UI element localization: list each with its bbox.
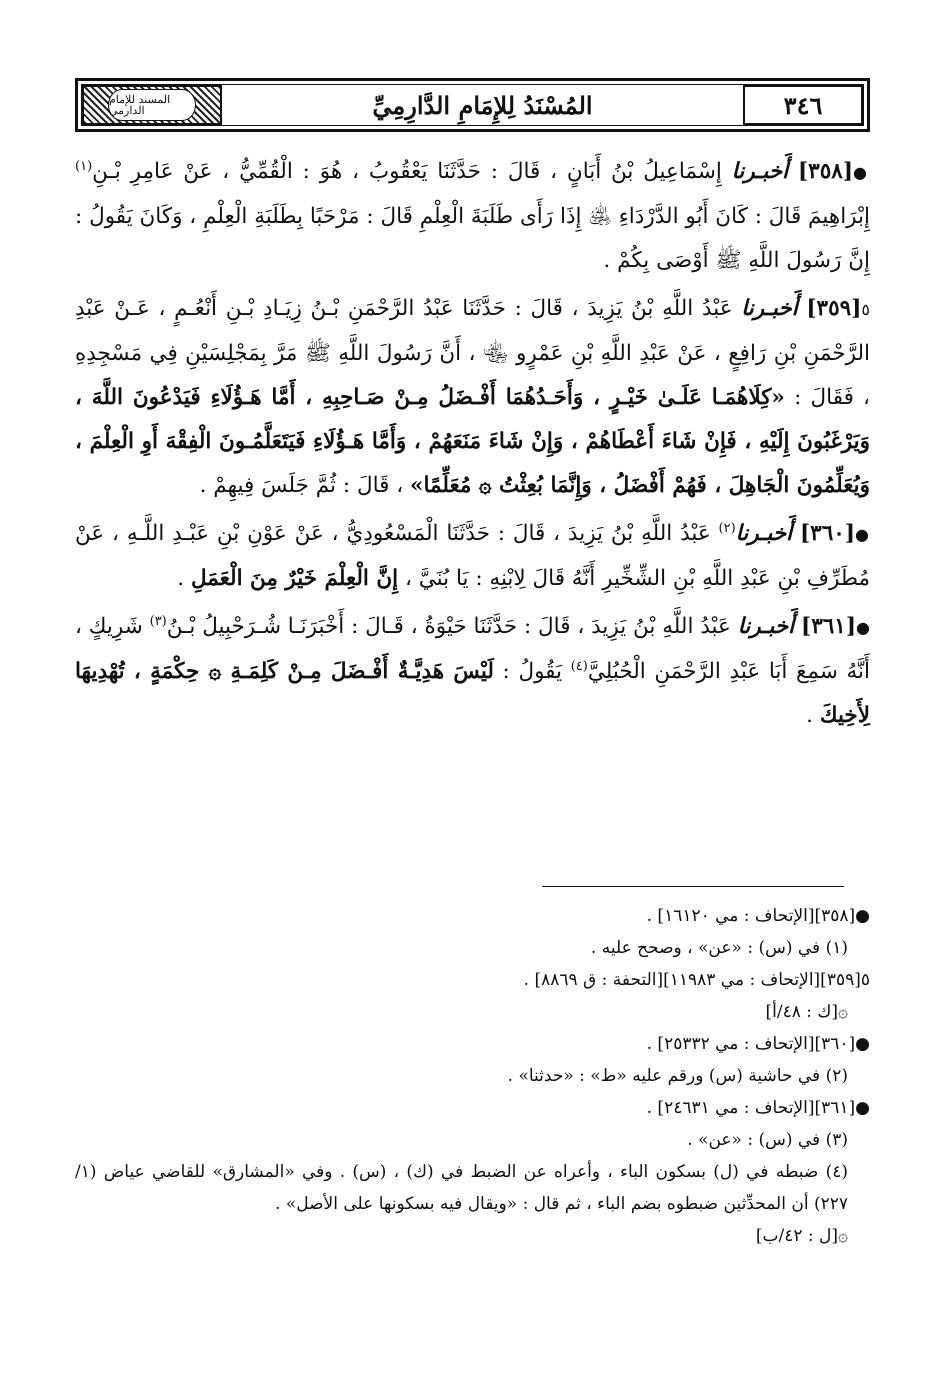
- hadith-text: شَرِيكٍ ، أَنَّهُ سَمِعَ أَبَا عَبْدِ الرَّحْمَنِ الْحُبُلِيَّ: [75, 614, 871, 684]
- footnote-ref: (٤): [570, 658, 588, 674]
- saying-text: إِنَّ الْعِلْمَ خَيْرٌ مِنَ الْعَمَلِ: [190, 566, 399, 591]
- footnote-ref: (٢): [718, 520, 736, 536]
- hadith-text: إِسْمَاعِيلُ بْنُ أَبَانٍ ، قَالَ : حَدَّثَنَا يَعْقُوبُ ، هُوَ : الْقُمِّيُّ ، عَنْ عَامِرِ بْـنِ: [92, 159, 732, 184]
- hadith-359: [75, 287, 870, 508]
- hadith-text: إِبْرَاهِيمَ قَالَ : كَانَ أَبُو الدَّرْدَاءِ ﵁ إِذَا رَأَى طَلَبَةَ الْعِلْمِ قَالَ : مَرْحَبًا بِطَلَبَةِ الْعِلْمِ ، وَكَانَ يَقُولُ : إِنَّ رَسُولَ اللَّهِ ﷺ أَوْصَى بِكُمْ .: [75, 204, 870, 273]
- hadith-text: .: [177, 566, 191, 591]
- hadith-text: عَبْدُ اللَّهِ بْنُ يَزِيدَ ، قَالَ : حَدَّثَنَا عَبْدُ الرَّحْمَنِ بْـنُ زِيَـادِ بْـنِ أَنْعُـمٍ ، عَـنْ عَبْدِ الرَّحْمَنِ بْنِ رَافِعٍ ، عَنْ عَبْدِ اللَّهِ بْنِ عَمْرٍو ﵄ ، أَنَّ رَسُولَ اللَّهِ ﷺ مَرَّ بِمَجْلِسَيْنِ فِي مَسْجِدِهِ ، فَقَالَ :: [75, 296, 870, 410]
- page-header: [75, 78, 870, 132]
- footnote-line: ●[٣٦٠][الإتحاف : مي ٢٥٣٣٢] .: [646, 1034, 870, 1054]
- akhbarana-label: أَخبـرنا: [731, 159, 789, 184]
- hadith-text: ، قَالَ : ثُمَّ جَلَسَ فِيهِمْ .: [199, 473, 411, 498]
- footnote-divider: [542, 886, 844, 887]
- hadith-number: [٣٦٠]: [799, 521, 855, 546]
- hadith-text: .: [806, 703, 820, 728]
- footnote-line: ٥[٣٥٩][الإتحاف : مي ١١٩٨٣][التحفة : ق ٨٨٦٩] .: [523, 970, 870, 990]
- akhbarana-label: أَخبـرنا: [741, 296, 798, 321]
- ornament-label: المسند للإمام الدارمي: [108, 89, 196, 121]
- akhbarana-label: أَخبـرنا: [735, 521, 793, 546]
- akhbarana-label: أَخبـرنا: [737, 614, 795, 639]
- hadith-text: عَبْدُ اللَّهِ بْنُ يَزِيدَ ، قَالَ : حَدَّثَنَا الْمَسْعُودِيُّ ، عَنْ عَوْنِ بْنِ عَبْـدِ اللَّـهِ ، عَنْ مُطَرِّفِ بْنِ عَبْدِ اللَّهِ بْنِ الشِّخِّيرِ أَنَّهُ قَالَ لِابْنِهِ : يَا بُنَيَّ ،: [75, 521, 870, 591]
- footnote-line: (٢) في حاشية (س) ورقم عليه «ط» : «حدثنا» .: [507, 1066, 848, 1086]
- hadith-360: [75, 512, 870, 601]
- page-number: ٣٤٦: [743, 85, 863, 125]
- footnote-line: ●[٣٥٨][الإتحاف : مي ١٦١٢٠] .: [646, 906, 870, 926]
- hadith-text: يَقُولُ :: [493, 659, 571, 684]
- hadith-361: [75, 605, 870, 738]
- book-title: المُسْنَدُ لِلإِمَامِ الدَّارِمِيِّ: [372, 90, 593, 120]
- footnote-line: (١) في (س) : «عن» ، وصحح عليه .: [590, 938, 848, 958]
- saying-text: لَيْسَ هَدِيَّـةٌ أَفْـضَلَ مِـنْ كَلِمَـةِ ۞ حِكْمَةٍ ، تُهْدِيهَا لِأَخِيكَ: [75, 659, 870, 728]
- footnote-ref: (١): [75, 158, 93, 174]
- hadith-number: [٣٦١]: [801, 614, 857, 639]
- footnotes: [75, 900, 870, 1252]
- hadith-number: [٣٥٩]: [806, 296, 862, 321]
- footnote-line: ۞[ل : ٤٢/ب]: [755, 1226, 848, 1246]
- prophetic-saying: «كِلَاهُمَـا عَلَـىٰ خَيْـرٍ ، وَأَحَـدُهُمَا أَفْـضَلُ مِـنْ صَـاحِبِهِ ، أَمَّا هَـؤُلَاءِ فَيَدْعُونَ اللَّهَ ، وَيَرْغَبُونَ إِلَيْهِ ، فَإِنْ شَاءَ أَعْطَاهُمْ ، وَإِنْ شَاءَ مَنَعَهُمْ ، وَأَمَّا هَـؤُلَاءِ فَيَتَعَلَّمُـونَ الْفِقْهَ أَوِ الْعِلْمَ ، وَيُعَلِّمُونَ الْجَاهِلَ ، فَهُمْ أَفْضَلُ ، وَإِنَّمَا بُعِثْتُ ۞ مُعَلِّمًا»: [75, 385, 870, 498]
- footnote-line: ●[٣٦١][الإتحاف : مي ٢٤٦٣١] .: [646, 1098, 870, 1118]
- hadith-358: [75, 150, 870, 283]
- footnote-line: ۞[ك : ٤٨/أ]: [765, 1002, 848, 1022]
- bullet-icon: ٥: [861, 300, 870, 319]
- main-text: [75, 150, 870, 742]
- bullet-icon: ●: [855, 525, 870, 544]
- hadith-number: [٣٥٨]: [797, 159, 854, 184]
- footnote-line: (٣) في (س) : «عن» .: [687, 1130, 848, 1150]
- bullet-icon: ●: [853, 163, 870, 182]
- hadith-text: عَبْدُ اللَّهِ بْنُ يَزِيدَ ، قَالَ : حَدَّثَنَا حَيْوَةُ ، قَـالَ : أَخْبَرَنَـا شُـرَحْبِيلُ بْـنُ: [166, 614, 738, 639]
- bullet-icon: ●: [856, 618, 870, 637]
- footnote-ref: (٣): [149, 613, 167, 629]
- ornament-left: [82, 85, 222, 125]
- footnote-line: (٤) ضبطه في (ل) بسكون الباء ، وأعراه عن الضبط في (ك) ، (س) . وفي «المشارق» للقاضي عياض (١/ ٢٢٧) أن المحدِّثين ضبطوه بضم الباء ، ثم قال : «ويقال فيه بسكونها على الأصل» .: [75, 1162, 848, 1214]
